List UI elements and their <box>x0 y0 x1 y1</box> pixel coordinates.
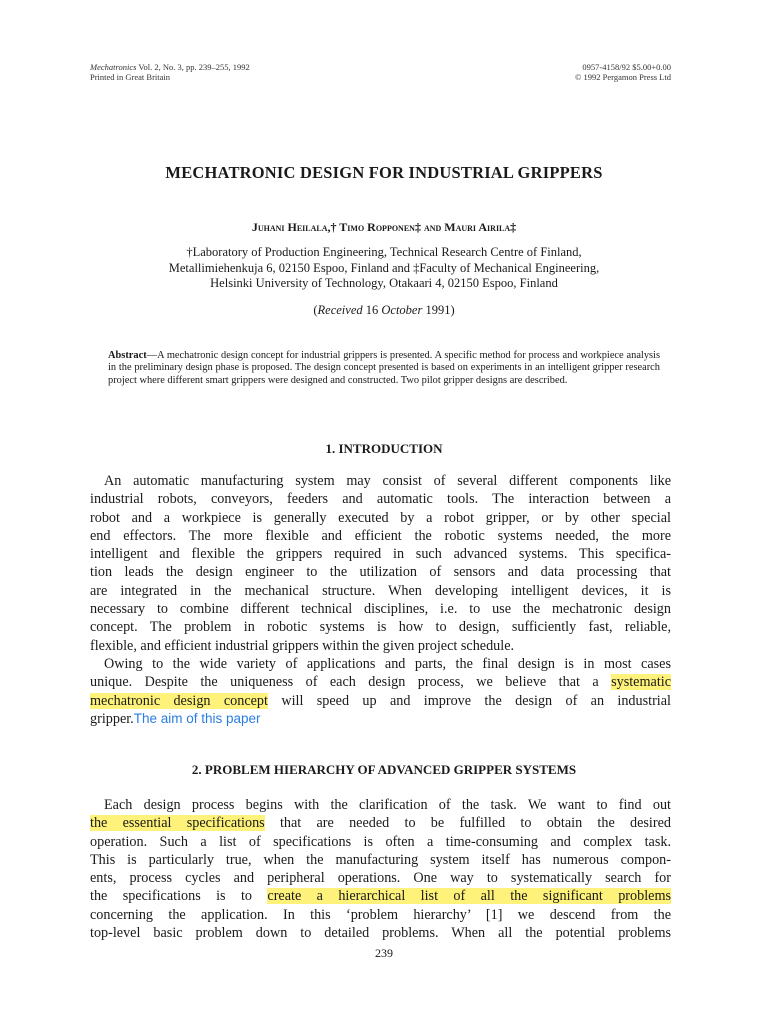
received-month: October <box>381 303 423 317</box>
received-year: 1991) <box>422 303 455 317</box>
highlight-mark[interactable]: the essential specifications <box>90 815 265 832</box>
text-line: This is particularly true, when the manufacturing system itself has numerous compon- <box>90 851 671 868</box>
copyright-line: © 1992 Pergamon Press Ltd <box>574 72 671 82</box>
intro-paragraph-2 <box>90 655 671 728</box>
affiliation-line: Helsinki University of Technology, Otakaari 4, 02150 Espoo, Finland <box>210 276 558 290</box>
text-line: tion leads the design engineer to the utilization of sensors and data processing that <box>90 564 671 581</box>
intro-paragraph-1 <box>90 472 671 655</box>
section-heading-problem-hierarchy: 2. PROBLEM HIERARCHY OF ADVANCED GRIPPER SYSTEMS <box>191 762 577 777</box>
text-line: necessary to combine different technical disciplines, i.e. to use the mechatronic design <box>90 601 671 618</box>
journal-header <box>90 62 250 82</box>
affiliation-line: †Laboratory of Production Engineering, Technical Research Centre of Finland, <box>186 245 582 259</box>
text-line: end effectors. The more flexible and efficient the robotic systems needed, the more <box>90 527 671 544</box>
text-line: An automatic manufacturing system may consist of several different components like <box>104 473 671 489</box>
abstract-text: —A mechatronic design concept for industrial grippers is presented. A specific method for process and workpiece analysis in the preliminary design phase is proposed. The design concept presented is based on experiments in an intelligent gripper research project where different smart grippers were designed and constructed. Two pilot gripper designs are described. <box>108 350 660 386</box>
text-line: robot and a workpiece is generally executed by a robot gripper, or by other special <box>90 509 671 526</box>
text-line: ents, process cycles and peripheral operations. One way to systematically search for <box>90 870 671 887</box>
journal-name: Mechatronics <box>90 62 137 72</box>
text-line: top-level basic problem down to detailed problems. When all the potential problems <box>90 925 671 942</box>
text-line <box>90 710 671 728</box>
highlight-mark[interactable]: systematic <box>611 674 671 691</box>
abstract-label: Abstract <box>108 350 147 361</box>
highlight-mark[interactable]: create a hierarchical list of all the significant problems <box>267 888 671 905</box>
text-line: Each design process begins with the clarification of the task. We want to find out <box>104 797 671 813</box>
text-line: concept. The problem in robotic systems is how to design, sufficiently fast, reliable, <box>90 619 671 636</box>
abstract <box>108 350 660 387</box>
text-line: are integrated in the mechanical structure. When developing intelligent devices, it is <box>90 582 671 599</box>
text-line: flexible, and efficient industrial grippers within the given project schedule. <box>90 637 515 654</box>
text-line <box>90 814 671 832</box>
section2-paragraph <box>90 796 671 942</box>
printed-in: Printed in Great Britain <box>90 72 171 82</box>
text-segment: will speed up and improve the design of an industrial <box>267 692 671 709</box>
journal-citation <box>90 62 250 72</box>
text-line: Owing to the wide variety of applications and parts, the final design is in most cases <box>104 656 671 672</box>
section-heading-introduction: 1. INTRODUCTION <box>325 441 443 456</box>
text-line: concerning the application. In this ‘problem hierarchy’ [1] we descend from the <box>90 906 671 923</box>
article-code: 0957-4158/92 $5.00+0.00 <box>582 62 671 72</box>
text-line <box>90 673 671 691</box>
text-line: industrial robots, conveyors, feeders and automatic tools. The interaction between a <box>90 491 671 508</box>
text-annotation[interactable]: The aim of this paper <box>133 710 261 726</box>
text-segment: the specifications is to <box>90 888 268 905</box>
text-segment: gripper. <box>90 710 134 727</box>
received-day: 16 <box>362 303 382 317</box>
text-line <box>90 692 671 710</box>
author-list: Juhani Heilala,† Timo Ropponen‡ and Mauri Airila‡ <box>251 220 517 234</box>
text-segment: that are needed to be fulfilled to obtain the desired <box>264 815 671 832</box>
journal-volume: Vol. 2, No. 3, pp. 239–255, 1992 <box>136 62 250 72</box>
text-line <box>90 887 671 905</box>
received-label: Received <box>317 303 363 317</box>
affiliation-line: Metallimiehenkuja 6, 02150 Espoo, Finland and ‡Faculty of Mechanical Engineering, <box>168 260 600 275</box>
text-line: operation. Such a list of specifications is often a time-consuming and complex task. <box>90 833 671 850</box>
text-line: intelligent and flexible the grippers required in such advanced systems. This specifica- <box>90 546 671 563</box>
highlight-mark[interactable]: mechatronic design concept <box>90 692 268 709</box>
received-date <box>0 303 768 318</box>
page-number: 239 <box>375 946 393 960</box>
paper-title: MECHATRONIC DESIGN FOR INDUSTRIAL GRIPPERS <box>165 163 603 182</box>
text-segment: unique. Despite the uniqueness of each design process, we believe that a <box>90 674 612 691</box>
publisher-header <box>575 62 671 82</box>
affiliation-block <box>0 245 768 292</box>
received-paren: ( <box>313 303 318 317</box>
